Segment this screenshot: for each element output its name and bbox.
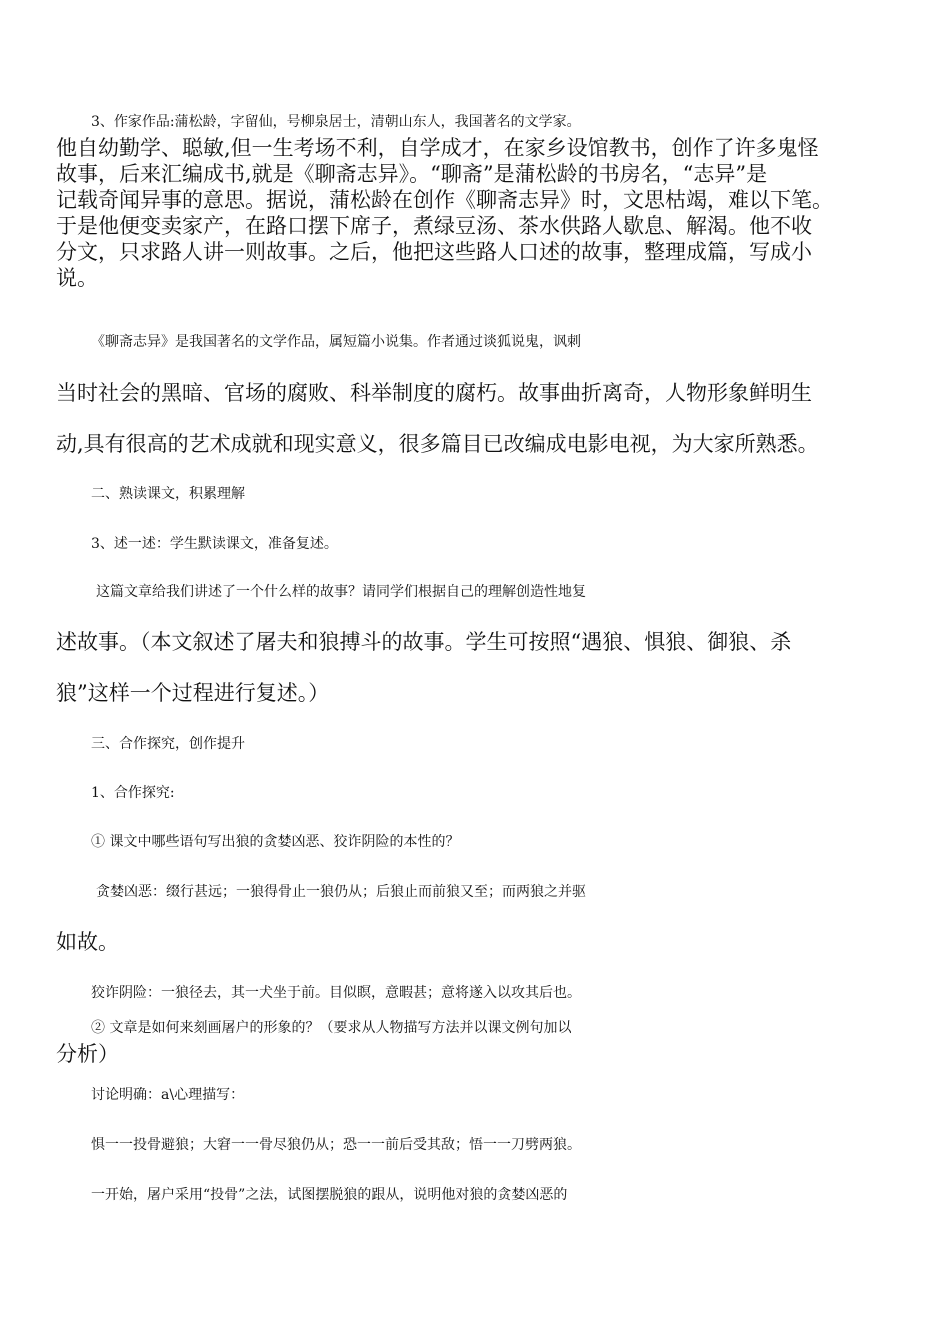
para1-line-1: 3、作家作品:蒲松龄，字留仙，号柳泉居士，清朝山东人，我国著名的文学家。 [91, 114, 581, 130]
question1-text: ① 课文中哪些语句写出狼的贪婪凶恶、狡诈阴险的本性的？ [91, 834, 460, 850]
discussion-text: 讨论明确：a\心理描写： [91, 1087, 245, 1103]
question2-line-1: ② 文章是如何来刻画屠户的形象的？（要求从人物描写方法并以课文例句加以 [91, 1020, 572, 1036]
last-line: 一开始，屠户采用“投骨”之法，试图摆脱狼的跟从，说明他对狼的贪婪凶恶的 [91, 1187, 568, 1203]
item1-text: 1、合作探究: [91, 785, 175, 801]
section2-heading: 二、熟读课文，积累理解 [91, 486, 245, 502]
para1-line-4: 记载奇闻异事的意思。据说，蒲松龄在创作《聊斋志异》时，文思枯竭，难以下笔。 [56, 188, 833, 212]
para4-line-2: 如故。 [56, 930, 119, 954]
para2-line-3: 动,具有很高的艺术成就和现实意义，很多篇目已改编成电影电视，为大家所熟悉。 [56, 432, 819, 456]
psych-line: 惧一一投骨避狼；大窘一一骨尽狼仍从；恐一一前后受其敌；悟一一刀劈两狼。 [91, 1137, 581, 1153]
para3-line-1: 这篇文章给我们讲述了一个什么样的故事？请同学们根据自己的理解创造性地复 [96, 584, 586, 600]
para1-line-7: 说。 [56, 266, 98, 290]
para1-line-3: 故事，后来汇编成书,就是《聊斋志异》。“聊斋”是蒲松龄的书房名，“志异”是 [56, 162, 768, 186]
para2-line-2: 当时社会的黑暗、官场的腐败、科举制度的腐朽。故事曲折离奇，人物形象鲜明生 [56, 381, 812, 405]
para3-line-3: 狼”这样一个过程进行复述。） [56, 681, 330, 705]
item3-text: 3、述一述：学生默读课文，准备复述。 [91, 536, 338, 552]
para1-line-2: 他自幼勤学、聪敏,但一生考场不利，自学成才，在家乡设馆教书，创作了许多鬼怪 [56, 136, 819, 160]
para5-text: 狡诈阴险：一狼径去，其一犬坐于前。目似瞑，意暇甚；意将遂入以攻其后也。 [91, 985, 581, 1001]
para2-line-1: 《聊斋志异》是我国著名的文学作品，属短篇小说集。作者通过谈狐说鬼，讽刺 [91, 334, 581, 350]
para1-line-5: 于是他便变卖家产，在路口摆下席子，煮绿豆汤、茶水供路人歇息、解渴。他不收 [56, 214, 812, 238]
para3-line-2: 述故事。（本文叙述了屠夫和狼搏斗的故事。学生可按照“遇狼、惧狼、御狼、杀 [56, 630, 792, 654]
question2-line-2: 分析） [56, 1042, 119, 1066]
para4-line-1: 贪婪凶恶：缀行甚远；一狼得骨止一狼仍从；后狼止而前狼又至；而两狼之并驱 [96, 884, 586, 900]
para1-line-6: 分文，只求路人讲一则故事。之后，他把这些路人口述的故事，整理成篇，写成小 [56, 240, 812, 264]
section3-heading: 三、合作探究，创作提升 [91, 736, 245, 752]
